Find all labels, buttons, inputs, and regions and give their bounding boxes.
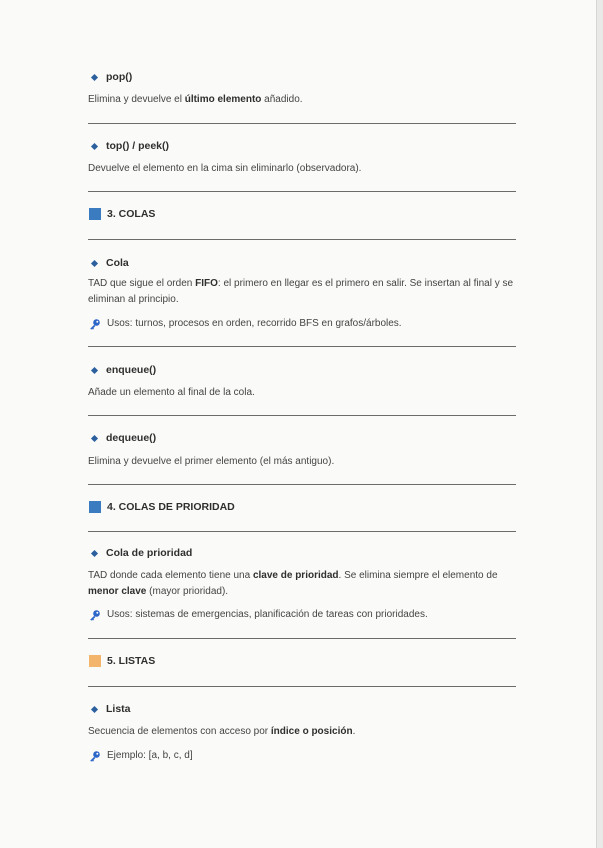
section-5-title: 5. LISTAS bbox=[107, 655, 156, 667]
cola-heading bbox=[92, 257, 129, 269]
top-description: Devuelve el elemento en la cima sin eliminarlo (observadora). bbox=[88, 163, 362, 174]
divider bbox=[88, 686, 516, 687]
pop-title: pop() bbox=[106, 71, 133, 83]
section-4-title: 4. COLAS DE PRIORIDAD bbox=[107, 501, 235, 513]
blue-square-icon bbox=[89, 208, 101, 220]
prioridad-description bbox=[88, 568, 518, 600]
diamond-bullet-icon bbox=[91, 259, 98, 266]
prioridad-heading bbox=[92, 547, 192, 559]
cola-uses-text: Usos: turnos, procesos en orden, recorrido BFS en grafos/árboles. bbox=[107, 318, 402, 329]
diamond-bullet-icon bbox=[91, 366, 98, 373]
section-3-title: 3. COLAS bbox=[107, 208, 156, 220]
cola-line2: eliminan al principio. bbox=[88, 294, 179, 305]
lista-text-bold: índice o posición bbox=[270, 726, 353, 737]
lista-heading bbox=[92, 703, 131, 715]
lista-text-pre: Secuencia de elementos con acceso por bbox=[88, 726, 271, 737]
prioridad-line2-bold: menor clave bbox=[88, 586, 147, 597]
pop-description bbox=[88, 92, 303, 108]
diamond-bullet-icon bbox=[91, 73, 98, 80]
dequeue-title: dequeue() bbox=[106, 432, 157, 444]
key-icon bbox=[89, 318, 101, 330]
cola-title: Cola bbox=[106, 257, 129, 269]
pop-heading bbox=[92, 71, 132, 83]
divider bbox=[88, 415, 516, 416]
dequeue-description: Elimina y devuelve el primer elemento (el más antiguo). bbox=[88, 456, 335, 467]
divider bbox=[88, 191, 516, 192]
enqueue-heading bbox=[92, 364, 156, 376]
key-icon bbox=[89, 609, 101, 621]
cola-description bbox=[88, 276, 518, 308]
enqueue-title: enqueue() bbox=[106, 364, 157, 376]
lista-text-post: . bbox=[352, 726, 356, 737]
diamond-bullet-icon bbox=[91, 142, 98, 149]
prioridad-line2-post: (mayor prioridad). bbox=[146, 586, 229, 597]
top-title: top() / peek() bbox=[106, 140, 169, 152]
prioridad-title: Cola de prioridad bbox=[106, 547, 193, 559]
blue-square-icon bbox=[89, 501, 101, 513]
lista-example-text: Ejemplo: [a, b, c, d] bbox=[107, 750, 193, 761]
lista-title: Lista bbox=[106, 703, 131, 715]
cola-line1-post: : el primero en llegar es el primero en salir. Se insertan al final y se bbox=[217, 278, 514, 289]
section-4-heading bbox=[89, 501, 235, 513]
prioridad-line1-bold: clave de prioridad bbox=[252, 570, 339, 581]
dequeue-heading bbox=[92, 432, 156, 444]
orange-square-icon bbox=[89, 655, 101, 667]
divider bbox=[88, 638, 516, 639]
enqueue-description: Añade un elemento al final de la cola. bbox=[88, 387, 255, 398]
pop-text-bold: último elemento bbox=[184, 94, 262, 105]
pop-text-post: añadido. bbox=[261, 94, 303, 105]
top-heading bbox=[92, 140, 169, 152]
diamond-bullet-icon bbox=[91, 434, 98, 441]
prioridad-uses-text: Usos: sistemas de emergencias, planificación de tareas con prioridades. bbox=[107, 609, 428, 620]
divider bbox=[88, 531, 516, 532]
section-3-heading bbox=[89, 208, 155, 220]
divider bbox=[88, 123, 516, 124]
diamond-bullet-icon bbox=[91, 549, 98, 556]
cola-line1-pre: TAD que sigue el orden bbox=[88, 278, 196, 289]
section-5-heading bbox=[89, 655, 155, 667]
lista-description bbox=[88, 724, 355, 740]
cola-line1-bold: FIFO bbox=[195, 278, 218, 289]
prioridad-line1-pre: TAD donde cada elemento tiene una bbox=[88, 570, 253, 581]
divider bbox=[88, 239, 516, 240]
prioridad-line1-post: . Se elimina siempre el elemento de bbox=[338, 570, 498, 581]
divider bbox=[88, 346, 516, 347]
key-icon bbox=[89, 750, 101, 762]
pop-text-pre: Elimina y devuelve el bbox=[88, 94, 185, 105]
divider bbox=[88, 484, 516, 485]
diamond-bullet-icon bbox=[91, 705, 98, 712]
cola-uses bbox=[89, 316, 402, 332]
lista-example bbox=[89, 748, 193, 764]
prioridad-uses bbox=[89, 607, 428, 623]
